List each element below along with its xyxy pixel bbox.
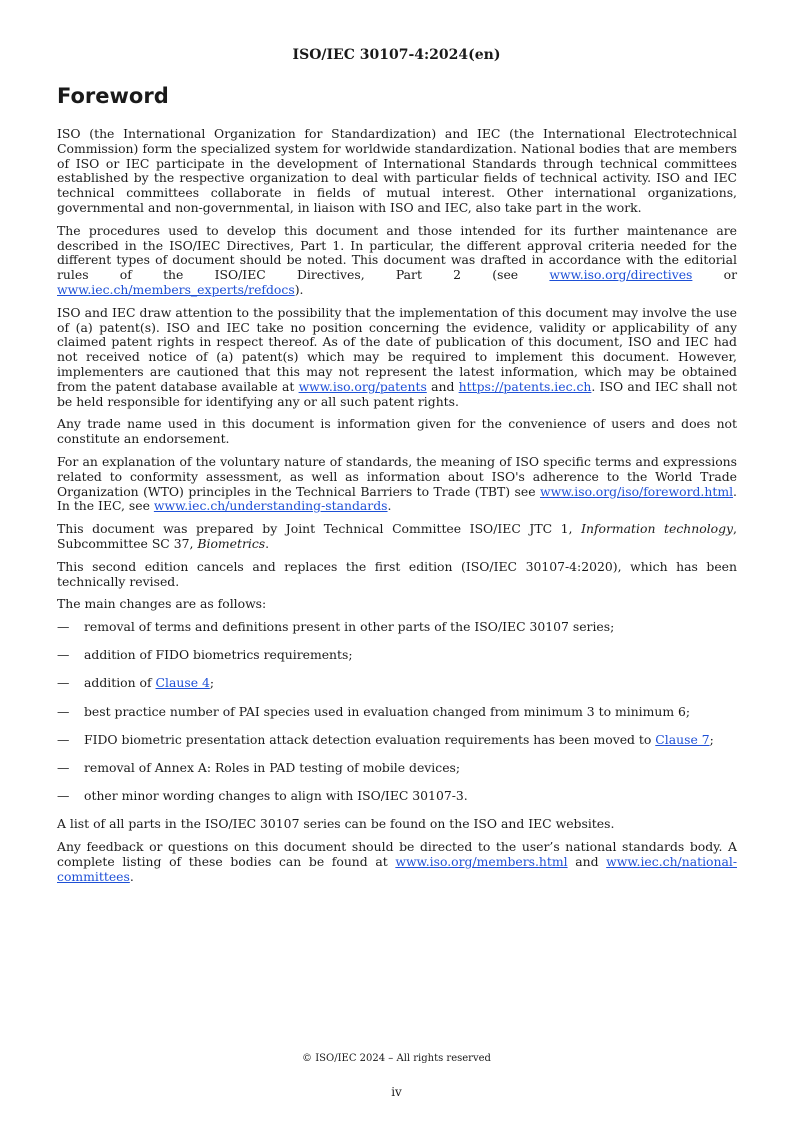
dash-bullet: — xyxy=(57,731,70,747)
paragraph-procedures xyxy=(57,224,737,298)
list-item-text: FIDO biometric presentation attack detection evaluation requirements has been moved to xyxy=(84,731,656,747)
list-item xyxy=(57,676,737,691)
paragraph-text: ISO (the International Organization for Standardization) and IEC (the International Electrotechnical Commission) form the specialized system for worldwide standardization. National bodies that are members of ISO or IEC participate in the development of International Standards through technical committees established by the respective organization to deal with particular fields of technical activity. ISO and IEC technical committees collaborate in fields of mutual interest. Other international organizations, governmental and non-governmental, in liaison with ISO and IEC, also take part in the work. xyxy=(57,126,737,215)
paragraph-text: . xyxy=(387,498,392,514)
list-item-text: addition of FIDO biometrics requirements; xyxy=(84,647,353,663)
paragraph-text: . xyxy=(265,535,270,551)
dash-bullet: — xyxy=(57,619,70,635)
link-iec-patents[interactable]: https://patents.iec.ch xyxy=(458,378,592,394)
list-item xyxy=(57,648,737,663)
list-item-text: removal of Annex A: Roles in PAD testing of mobile devices; xyxy=(84,760,461,776)
list-item xyxy=(57,705,737,720)
list-item xyxy=(57,761,737,776)
paragraph-text: Any feedback or questions on this document should be directed to the user’s national standards body. A complete listing of these bodies can be found at xyxy=(57,839,737,870)
paragraph-main-changes xyxy=(57,597,737,612)
paragraph-text: ). xyxy=(294,281,304,297)
changes-list xyxy=(57,620,737,804)
list-item-text: best practice number of PAI species used in evaluation changed from minimum 3 to minimum 6; xyxy=(84,703,691,719)
document-header: ISO/IEC 30107-4:2024(en) xyxy=(292,47,501,63)
list-item xyxy=(57,789,737,804)
link-iec-national-committees[interactable]: www.iec.ch/national-committees xyxy=(57,854,738,884)
paragraph-text: and xyxy=(567,854,607,870)
paragraph-text: Any trade name used in this document is information given for the convenience of users and does not constitute an endorsement. xyxy=(57,416,737,447)
dash-bullet: — xyxy=(57,760,70,776)
paragraph-feedback xyxy=(57,840,737,884)
paragraph-text: This document was prepared by Joint Technical Committee ISO/IEC JTC 1, xyxy=(57,521,582,537)
list-item-text: ; xyxy=(709,731,714,747)
paragraph-trade-name xyxy=(57,417,737,447)
paragraph-text: . ISO and IEC shall not be held responsible for identifying any or all such patent rights. xyxy=(57,378,737,409)
paragraph-text: , Subcommittee SC 37, xyxy=(57,521,737,551)
link-iso-patents[interactable]: www.iso.org/patents xyxy=(298,378,427,394)
paragraph-iso-iec-intro xyxy=(57,127,737,216)
link-iso-members[interactable]: www.iso.org/members.html xyxy=(395,854,568,870)
dash-bullet: — xyxy=(57,703,70,719)
paragraph-series-list xyxy=(57,817,737,832)
link-iso-directives[interactable]: www.iso.org/directives xyxy=(549,267,693,283)
paragraph-text: and xyxy=(426,378,459,394)
dash-bullet: — xyxy=(57,647,70,663)
paragraph-text: The main changes are as follows: xyxy=(57,596,267,612)
list-item xyxy=(57,733,737,748)
page-number: iv xyxy=(391,1085,402,1099)
document-body xyxy=(57,84,737,893)
paragraph-prepared-by xyxy=(57,522,737,552)
list-item-text: other minor wording changes to align with ISO/IEC 30107-3. xyxy=(84,788,468,804)
italic-text: Biometrics xyxy=(197,535,266,551)
list-item-text: ; xyxy=(209,675,215,691)
copyright-footer: © ISO/IEC 2024 – All rights reserved xyxy=(302,1053,491,1064)
link-clause-7[interactable]: Clause 7 xyxy=(655,731,710,747)
paragraph-patents xyxy=(57,306,737,410)
page-title: Foreword xyxy=(57,84,169,108)
paragraph-text: The procedures used to develop this document and those intended for its further maintenance are described in the ISO/IEC Directives, Part 1. In particular, the different approval criteria needed for the different types of document should be noted. This document was drafted in accordance with the editorial rules of the ISO/IEC Directives, Part 2 (see xyxy=(57,222,737,283)
link-clause-4[interactable]: Clause 4 xyxy=(155,675,210,691)
paragraph-text: or xyxy=(692,267,738,283)
paragraph-voluntary-nature xyxy=(57,455,737,514)
paragraph-text: . In the IEC, see xyxy=(57,483,737,514)
paragraph-edition xyxy=(57,560,737,590)
italic-text: Information technology xyxy=(581,521,734,537)
paragraph-text: For an explanation of the voluntary nature of standards, the meaning of ISO specific terms and expressions related to conformity assessment, as well as information about ISO's adherence to the World Trade Organization (WTO) principles in the Technical Barriers to Trade (TBT) see xyxy=(57,453,737,499)
paragraph-text: . xyxy=(129,868,134,884)
dash-bullet: — xyxy=(57,788,70,804)
list-item xyxy=(57,620,737,635)
paragraph-text: A list of all parts in the ISO/IEC 30107 series can be found on the ISO and IEC websites. xyxy=(57,816,615,832)
paragraph-text: This second edition cancels and replaces the first edition (ISO/IEC 30107-4:2020), which has been technically revised. xyxy=(57,558,737,589)
dash-bullet: — xyxy=(57,675,70,691)
link-iec-refdocs[interactable]: www.iec.ch/members_experts/refdocs xyxy=(57,281,295,297)
paragraph-text: ISO and IEC draw attention to the possibility that the implementation of this document may involve the use of (a) patent(s). ISO and IEC take no position concerning the evidence, validity or applicability of any claimed patent rights in respect thereof. As of the date of publication of this document, ISO and IEC had not received notice of (a) patent(s) which may be required to implement this document. However, implementers are cautioned that this may not represent the latest information, which may be obtained from the patent database available at xyxy=(57,304,737,394)
link-iso-foreword[interactable]: www.iso.org/iso/foreword.html xyxy=(539,483,734,499)
list-item-text: removal of terms and definitions present in other parts of the ISO/IEC 30107 series; xyxy=(84,619,615,635)
list-item-text: addition of xyxy=(84,675,156,691)
link-iec-understanding-standards[interactable]: www.iec.ch/understanding-standards xyxy=(153,498,388,514)
